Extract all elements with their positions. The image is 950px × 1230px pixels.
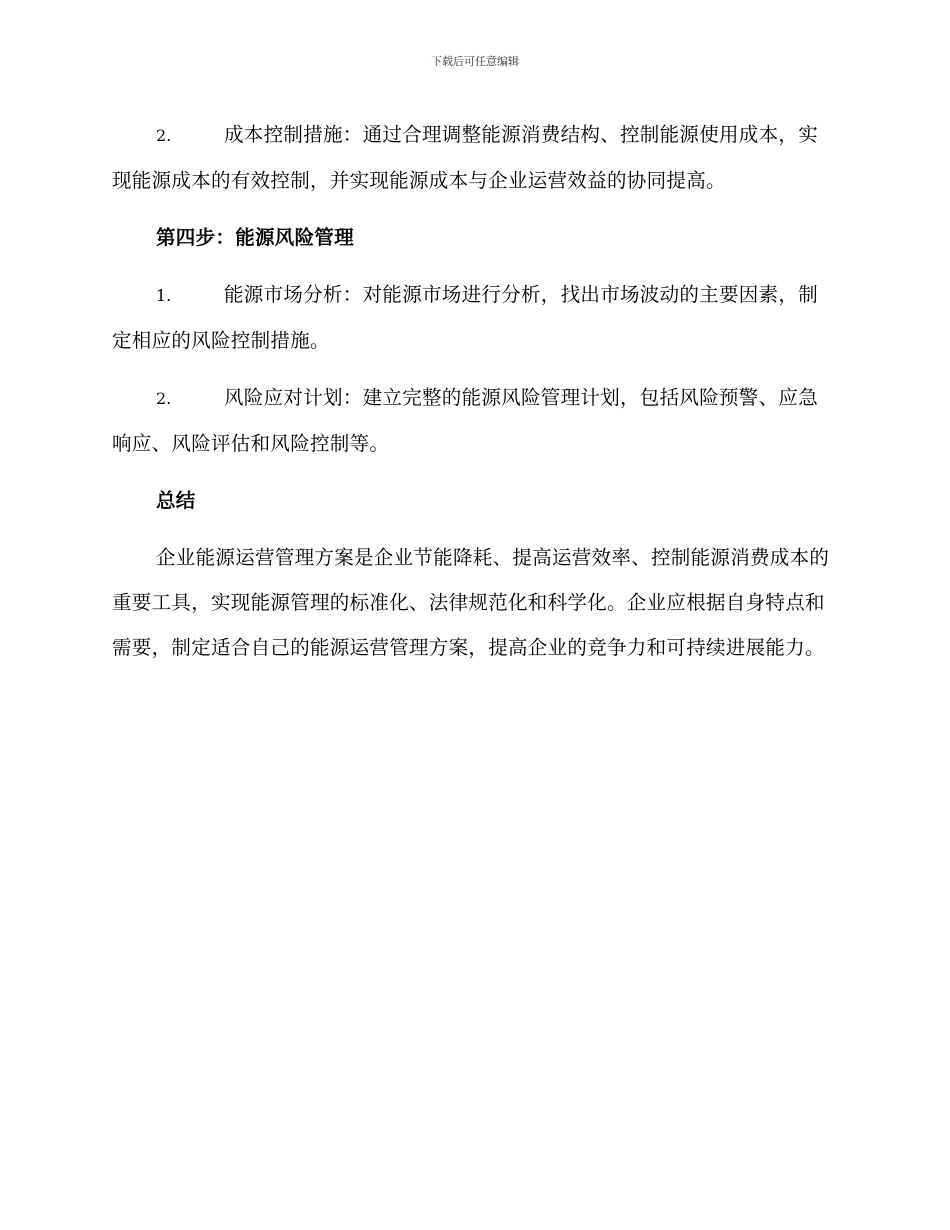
list-number: 1. [156,286,172,305]
list-item-risk-response [112,375,832,466]
list-item-text: 成本控制措施：通过合理调整能源消费结构、控制能源使用成本，实现能源成本的有效控制，并实现能源成本与企业运营效益的协同提高。 [112,123,819,192]
list-item-market-analysis [112,272,832,363]
section-heading-summary: 总结 [156,489,196,512]
list-number: 2. [156,389,172,408]
list-number: 2. [156,126,172,145]
page-header: 下载后可任意编辑 [431,55,519,68]
list-item-cost-control [112,112,832,203]
list-item-text: 能源市场分析：对能源市场进行分析，找出市场波动的主要因素，制定相应的风险控制措施。 [112,283,819,352]
section-heading-step4: 第四步：能源风险管理 [156,226,355,249]
summary-paragraph: 企业能源运营管理方案是企业节能降耗、提高运营效率、控制能源消费成本的重要工具，实现能源管理的标准化、法律规范化和科学化。企业应根据自身特点和需要，制定适合自己的能源运营管理方案，提高企业的竞争力和可持续进展能力。 [112,546,830,659]
document-body [112,112,832,682]
list-item-text: 风险应对计划：建立完整的能源风险管理计划，包括风险预警、应急响应、风险评估和风险控制等。 [112,386,819,455]
